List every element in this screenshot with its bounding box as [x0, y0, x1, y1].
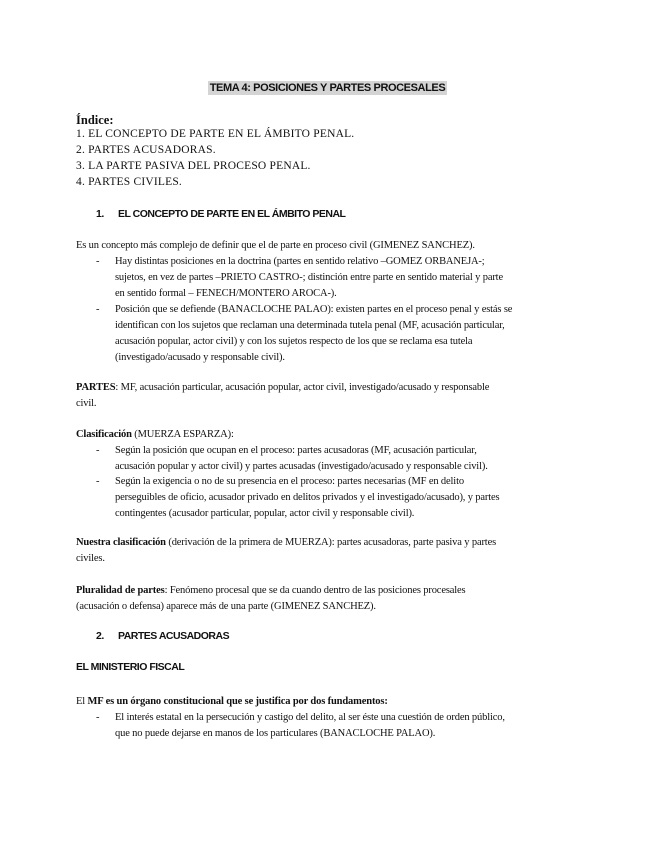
bullet-line: (investigado/acusado y responsable civil).: [115, 352, 285, 363]
partes-text-line: civil.: [76, 398, 97, 409]
pluralidad-text: : Fenómeno procesal que se da cuando dentro de las posiciones procesales: [164, 585, 466, 596]
bullet-line: identifican con los sujetos que reclaman una determinada tutela penal (MF, acusación particular,: [115, 320, 505, 331]
bullet-item: [115, 254, 503, 302]
index-item: 1. EL CONCEPTO DE PARTE EN EL ÁMBITO PENAL.: [76, 128, 355, 140]
section-1-number: 1.: [96, 208, 104, 220]
bullet-marker: -: [96, 256, 100, 267]
bullet-line: El interés estatal en la persecución y castigo del delito, al ser éste una cuestión de orden público,: [115, 712, 505, 723]
partes-text: : MF, acusación particular, acusación popular, actor civil, investigado/acusado y responsable: [115, 382, 490, 393]
nuestra-clasificacion-paragraph: [76, 535, 496, 567]
bullet-item: [115, 443, 488, 475]
mf-paragraph: [76, 694, 388, 710]
bullet-line: Según la exigencia o no de su presencia en el proceso: partes necesarias (MF en delito: [115, 476, 464, 487]
bullet-line: contingentes (acusador particular, popular, actor civil y responsable civil).: [115, 508, 415, 519]
nuestra-label: Nuestra clasificación: [76, 537, 166, 548]
section-1-heading: [96, 208, 345, 220]
bullet-marker: -: [96, 476, 100, 487]
bullet-line: acusación popular, actor civil) y con los sujetos respecto de los que se reclama esa tutela: [115, 336, 473, 347]
partes-paragraph: [76, 380, 489, 412]
bullet-item: [115, 710, 505, 742]
bullet-marker: -: [96, 304, 100, 315]
partes-label: PARTES: [76, 382, 116, 393]
bullet-line: Hay distintas posiciones en la doctrina (partes en sentido relativo –GOMEZ ORBANEJA-;: [115, 256, 485, 267]
index-item: 2. PARTES ACUSADORAS.: [76, 144, 216, 156]
index-heading: Índice:: [76, 113, 114, 127]
bullet-line: que no puede dejarse en manos de los particulares (BANACLOCHE PALAO).: [115, 728, 436, 739]
nuestra-text: (derivación de la primera de MUERZA): partes acusadoras, parte pasiva y partes: [165, 537, 497, 548]
bullet-line: Posición que se defiende (BANACLOCHE PALAO): existen partes en el proceso penal y estás se: [115, 304, 513, 315]
clasificacion-heading: [76, 427, 234, 443]
clasificacion-source: (MUERZA ESPARZA):: [131, 429, 234, 440]
section-1-title: EL CONCEPTO DE PARTE EN EL ÁMBITO PENAL: [118, 208, 346, 220]
nuestra-text-line: civiles.: [76, 553, 105, 564]
pluralidad-text-line: (acusación o defensa) aparece más de una parte (GIMENEZ SANCHEZ).: [76, 601, 376, 612]
document-title: TEMA 4: POSICIONES Y PARTES PROCESALES: [209, 82, 446, 94]
pluralidad-label: Pluralidad de partes: [76, 585, 165, 596]
index-item: 4. PARTES CIVILES.: [76, 176, 182, 188]
section-1-intro: Es un concepto más complejo de definir que el de parte en proceso civil (GIMENEZ SANCHEZ).: [76, 240, 475, 251]
index-item: 3. LA PARTE PASIVA DEL PROCESO PENAL.: [76, 160, 311, 172]
bullet-item: [115, 474, 499, 522]
ministerio-fiscal-heading: EL MINISTERIO FISCAL: [76, 661, 185, 673]
clasificacion-label: Clasificación: [76, 429, 132, 440]
bullet-line: sujetos, en vez de partes –PRIETO CASTRO-; distinción entre parte en sentido material y parte: [115, 272, 503, 283]
bullet-line: perseguibles de oficio, acusador privado en delitos privados y el investigado/acusado), y partes: [115, 492, 500, 503]
document-title-wrapper: [0, 78, 655, 96]
mf-statement: MF es un órgano constitucional que se justifica por dos fundamentos:: [87, 696, 388, 707]
section-2-title: PARTES ACUSADORAS: [118, 630, 230, 642]
bullet-line: acusación popular y actor civil) y partes acusadas (investigado/acusado y responsable civil).: [115, 461, 488, 472]
mf-prefix: El: [76, 696, 88, 707]
bullet-item: [115, 302, 512, 366]
bullet-marker: -: [96, 445, 100, 456]
bullet-line: Según la posición que ocupan en el proceso: partes acusadoras (MF, acusación particular,: [115, 445, 477, 456]
pluralidad-paragraph: [76, 583, 466, 615]
section-2-heading: [96, 630, 229, 642]
section-2-number: 2.: [96, 630, 104, 642]
bullet-line: en sentido formal – FENECH/MONTERO AROCA-).: [115, 288, 337, 299]
bullet-marker: -: [96, 712, 100, 723]
